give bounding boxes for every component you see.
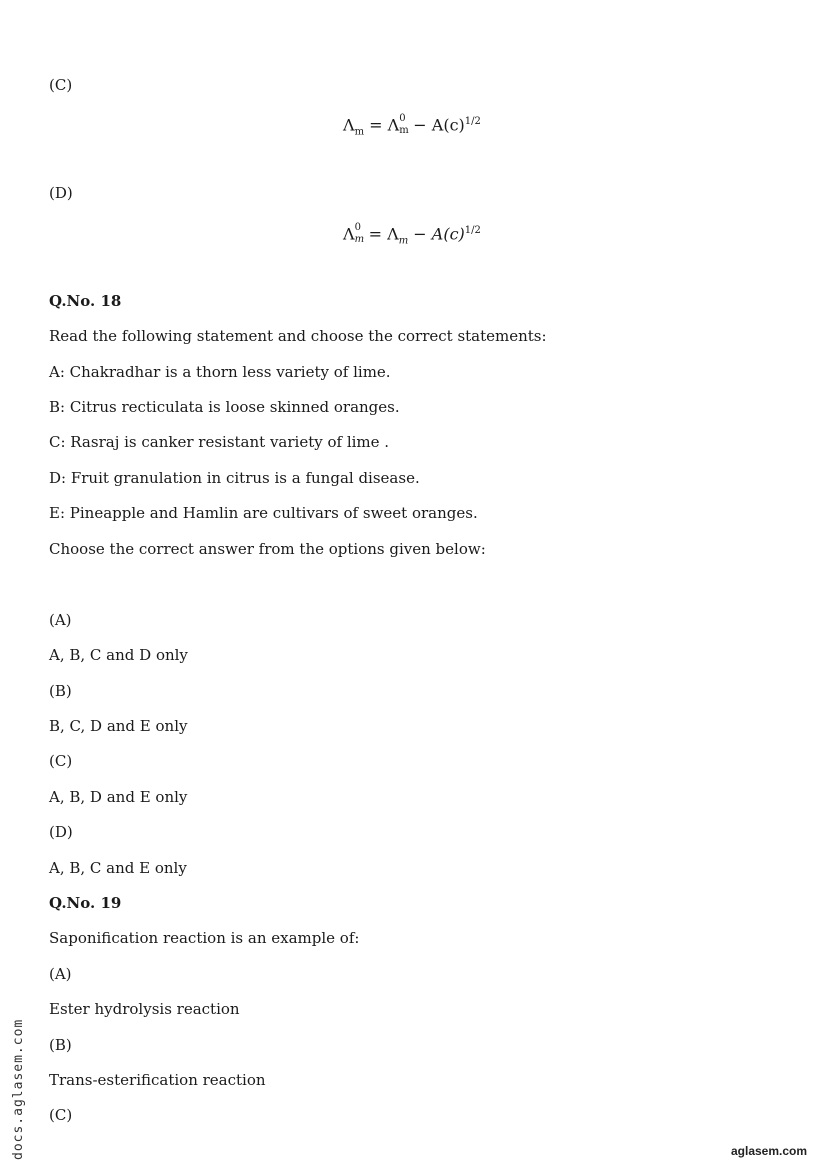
statement-c: C: Rasraj is canker resistant variety of lime .: [49, 433, 390, 451]
q19-option-a-label: (A): [49, 965, 72, 983]
statement-a: A: Chakradhar is a thorn less variety of lime.: [49, 363, 391, 381]
formula-d-minus-term: − A(c): [408, 224, 465, 244]
q19-option-b-label: (B): [49, 1036, 72, 1054]
formula-c-power: 1/2: [464, 116, 481, 127]
statement-b: B: Citrus recticulata is loose skinned oranges.: [49, 398, 400, 416]
question-19-prompt: Saponification reaction is an example of:: [49, 929, 360, 947]
formula-c-sub-m: m: [354, 126, 365, 138]
formula-d-equals: =: [363, 224, 388, 244]
question-19-number: Q.No. 19: [49, 894, 122, 912]
q18-option-c-label: (C): [49, 752, 73, 770]
watermark-text: docs.aglasem.com: [11, 1018, 26, 1160]
q19-option-a-text: Ester hydrolysis reaction: [49, 1000, 240, 1018]
formula-option-d: [343, 221, 481, 252]
q18-option-a-text: A, B, C and D only: [49, 646, 188, 664]
formula-c-lambda: Λ: [343, 115, 355, 135]
formula-option-c: [343, 112, 481, 143]
formula-c-sub-m2: m: [399, 125, 409, 136]
formula-c-equals: =: [364, 115, 388, 135]
formula-c-lambda-zero: Λ: [387, 115, 400, 135]
formula-c-minus-term: − A(c): [408, 115, 465, 135]
question-18-instruction: Choose the correct answer from the options given below:: [49, 540, 486, 558]
q18-option-b-label: (B): [49, 682, 72, 700]
option-d-label: (D): [49, 184, 73, 202]
statement-d: D: Fruit granulation in citrus is a fungal disease.: [49, 469, 420, 487]
question-18-prompt: Read the following statement and choose the correct statements:: [49, 327, 547, 345]
q18-option-d-text: A, B, C and E only: [49, 859, 187, 877]
brand-logo-text[interactable]: aglasem.com: [731, 1144, 808, 1158]
formula-d-sub-m: m: [354, 234, 365, 245]
option-c-label: (C): [49, 76, 73, 94]
formula-d-sup-zero: 0: [354, 222, 361, 233]
q19-option-b-text: Trans-esterification reaction: [49, 1071, 266, 1089]
question-18-number: Q.No. 18: [49, 292, 122, 310]
q18-option-c-text: A, B, D and E only: [49, 788, 188, 806]
q18-option-b-text: B, C, D and E only: [49, 717, 188, 735]
q18-option-d-label: (D): [49, 823, 73, 841]
formula-d-power: 1/2: [464, 225, 481, 236]
q19-option-c-label: (C): [49, 1106, 73, 1124]
formula-d-lambda: Λ: [387, 224, 399, 244]
formula-d-lambda-zero: Λ: [343, 224, 355, 244]
formula-d-sub-m2: m: [398, 235, 409, 247]
statement-e: E: Pineapple and Hamlin are cultivars of sweet oranges.: [49, 504, 478, 522]
formula-c-sup-zero: 0: [399, 113, 406, 124]
q18-option-a-label: (A): [49, 611, 72, 629]
